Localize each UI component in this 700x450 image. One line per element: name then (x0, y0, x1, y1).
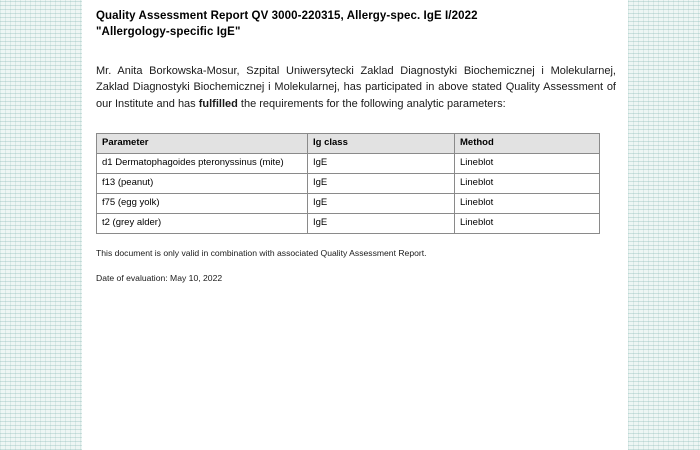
right-band-edge (621, 0, 628, 450)
column-header-ig-class: Ig class (308, 133, 455, 153)
column-header-method: Method (455, 133, 600, 153)
decorative-left-band (0, 0, 82, 450)
cell-ig-class: IgE (308, 153, 455, 173)
cell-method: Lineblot (455, 173, 600, 193)
table-row (97, 213, 600, 233)
document-content (96, 0, 616, 450)
cell-ig-class: IgE (308, 213, 455, 233)
table-body (97, 153, 600, 233)
table-row (97, 173, 600, 193)
decorative-right-band (628, 0, 700, 450)
cell-method: Lineblot (455, 213, 600, 233)
cell-ig-class: IgE (308, 173, 455, 193)
cell-ig-class: IgE (308, 193, 455, 213)
cell-parameter: f75 (egg yolk) (97, 193, 308, 213)
paragraph-part-1: Mr. Anita Borkowska-Mosur, Szpital Uniwersytecki Zaklad Diagnostyki Biochemicznej i Molekularnej, Zaklad Diagnostyki Biochemicznej i Molekularnej, has participated in above stated Quality Assessment of our Institute and has (96, 64, 616, 111)
cell-parameter: d1 Dermatophagoides pteronyssinus (mite) (97, 153, 308, 173)
cell-parameter: t2 (grey alder) (97, 213, 308, 233)
evaluation-date: Date of evaluation: May 10, 2022 (96, 272, 223, 283)
table-row (97, 193, 600, 213)
page-title-line-2: "Allergology-specific IgE" (96, 26, 241, 39)
column-header-parameter: Parameter (97, 133, 308, 153)
table-row (97, 153, 600, 173)
table-header-row (97, 133, 600, 153)
paragraph-part-2: the requirements for the following analytic parameters: (237, 98, 506, 111)
left-band-edge (82, 0, 89, 450)
cell-method: Lineblot (455, 193, 600, 213)
validity-note: This document is only valid in combination with associated Quality Assessment Report. (96, 247, 427, 258)
paragraph-emphasis: fulfilled (198, 98, 238, 111)
page-title-line-1: Quality Assessment Report QV 3000-220315, Allergy-spec. IgE I/2022 (96, 10, 478, 22)
participation-paragraph (96, 41, 616, 113)
cell-parameter: f13 (peanut) (97, 173, 308, 193)
page-title (96, 0, 616, 41)
parameters-table (96, 133, 600, 234)
cell-method: Lineblot (455, 153, 600, 173)
table-header (97, 133, 600, 153)
